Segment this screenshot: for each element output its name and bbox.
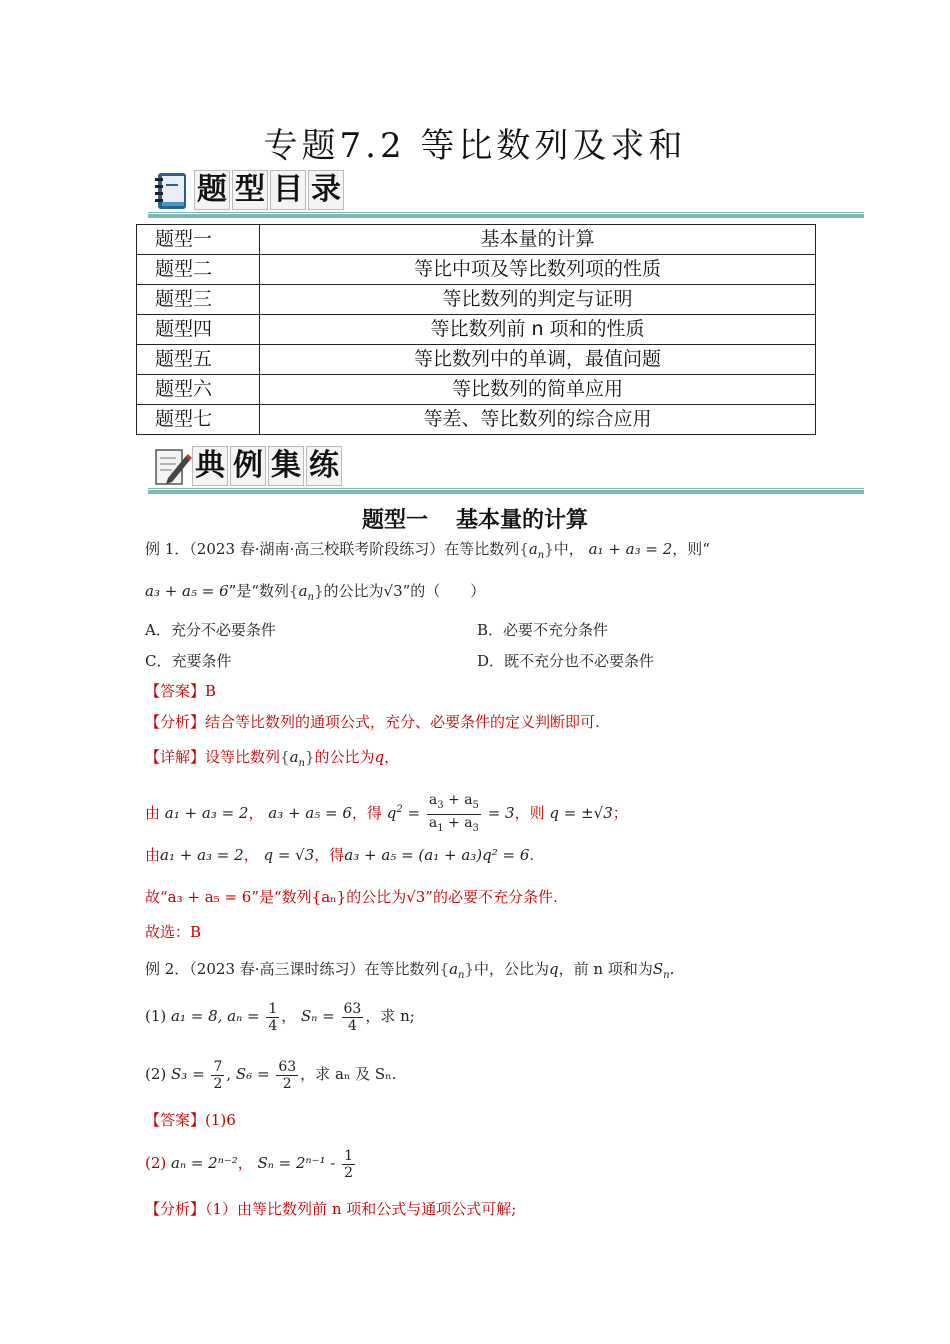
banner-char: 集 — [268, 446, 304, 486]
notebook-icon — [152, 170, 192, 212]
option-b: B．必要不充分条件 — [477, 621, 609, 639]
page-title: 专题7.2 等比数列及求和 — [263, 126, 687, 166]
toc-value: 等比数列中的单调，最值问题 — [260, 345, 816, 375]
ex1-derivation-1: 由 a₁ + a₃ = 2， a₃ + a₅ = 6，得 $q^2$ = $\frac{a_3 + a_5}{a_1 + a_3}$ = 3，则 q = ±√3； — [145, 790, 825, 830]
table-row — [137, 285, 816, 315]
ex2-answer-2: (2) aₙ = 2ⁿ⁻²， Sₙ = 2ⁿ⁻¹ - $\frac{1}{2}$ — [145, 1147, 354, 1181]
ex1-answer: 【答案】B — [145, 682, 217, 700]
toc-value: 等比数列前 n 项和的性质 — [260, 315, 816, 345]
toc-key: 题型二 — [137, 255, 260, 285]
banner-char: 录 — [308, 170, 344, 210]
table-row — [137, 345, 816, 375]
ex1-choose: 故选：B — [145, 923, 202, 941]
examples-banner — [148, 444, 864, 496]
toc-key: 题型七 — [137, 405, 260, 435]
table-row — [137, 315, 816, 345]
banner-char: 型 — [232, 170, 268, 210]
section-label: 题型一 — [361, 508, 428, 533]
ex2-part1: (1) a₁ = 8, aₙ = $\frac{1}{4}$ ， Sₙ = $\frac{63}{4}$ ，求 n; — [145, 1000, 415, 1034]
banner-char: 例 — [230, 446, 266, 486]
table-row — [137, 255, 816, 285]
toc-key: 题型四 — [137, 315, 260, 345]
toc-value: 等比数列的简单应用 — [260, 375, 816, 405]
pencil-note-icon — [152, 446, 192, 488]
ex1-question-line: a₃ + a₅ = 6”是“数列$\{a_n\}$的公比为√3”的（ ） — [145, 582, 486, 603]
ratio-fraction: $\frac{a_3 + a_5}{a_1 + a_3}$ — [428, 791, 479, 834]
banner-char: 练 — [306, 446, 342, 486]
toc-value: 基本量的计算 — [260, 225, 816, 255]
ex1-intro-line: 例 1．（2023 春·湖南·高三校联考阶段练习）在等比数列$\{a_n\}$中， a₁ + a₃ = 2，则“ — [145, 540, 710, 561]
ex1-analysis: 【分析】结合等比数列的通项公式，充分、必要条件的定义判断即可. — [145, 713, 600, 731]
banner-char: 目 — [270, 170, 306, 210]
option-d: D．既不充分也不必要条件 — [477, 652, 655, 670]
table-row — [137, 375, 816, 405]
option-c: C．充要条件 — [145, 652, 232, 670]
ex1-conclusion: 故“a₃ + a₅ = 6”是“数列{aₙ}的公比为√3”的必要不充分条件. — [145, 888, 558, 906]
toc-value: 等比中项及等比数列项的性质 — [260, 255, 816, 285]
ex2-part2: (2) S₃ = $\frac{7}{2}$ , S₆ = $\frac{63}{2}$ ，求 aₙ 及 Sₙ. — [145, 1058, 397, 1092]
toc-value: 等比数列的判定与证明 — [260, 285, 816, 315]
toc-key: 题型一 — [137, 225, 260, 255]
option-a: A．充分不必要条件 — [145, 621, 276, 639]
toc-value: 等差、等比数列的综合应用 — [260, 405, 816, 435]
banner-char: 典 — [192, 446, 228, 486]
ex1-derivation-2: 由a₁ + a₃ = 2， q = √3，得a₃ + a₅ = (a₁ + a₃)q² = 6. — [145, 846, 535, 864]
toc-banner — [148, 168, 864, 220]
table-row — [137, 405, 816, 435]
ex2-intro-line: 例 2．（2023 春·高三课时练习）在等比数列$\{a_n\}$中，公比为q，前 n 项和为$S_n$. — [145, 960, 675, 981]
ex1-detail-line: 【详解】设等比数列$\{a_n\}$的公比为q， — [145, 748, 400, 769]
toc-key: 题型五 — [137, 345, 260, 375]
section-heading — [0, 503, 950, 534]
table-row — [137, 225, 816, 255]
ex2-answer-1: 【答案】(1)6 — [145, 1111, 236, 1129]
section-name: 基本量的计算 — [456, 508, 589, 533]
toc-table — [136, 224, 816, 435]
ex2-analysis: 【分析】（1）由等比数列前 n 项和公式与通项公式可解; — [145, 1200, 517, 1218]
banner-char: 题 — [194, 170, 230, 210]
toc-key: 题型六 — [137, 375, 260, 405]
toc-key: 题型三 — [137, 285, 260, 315]
